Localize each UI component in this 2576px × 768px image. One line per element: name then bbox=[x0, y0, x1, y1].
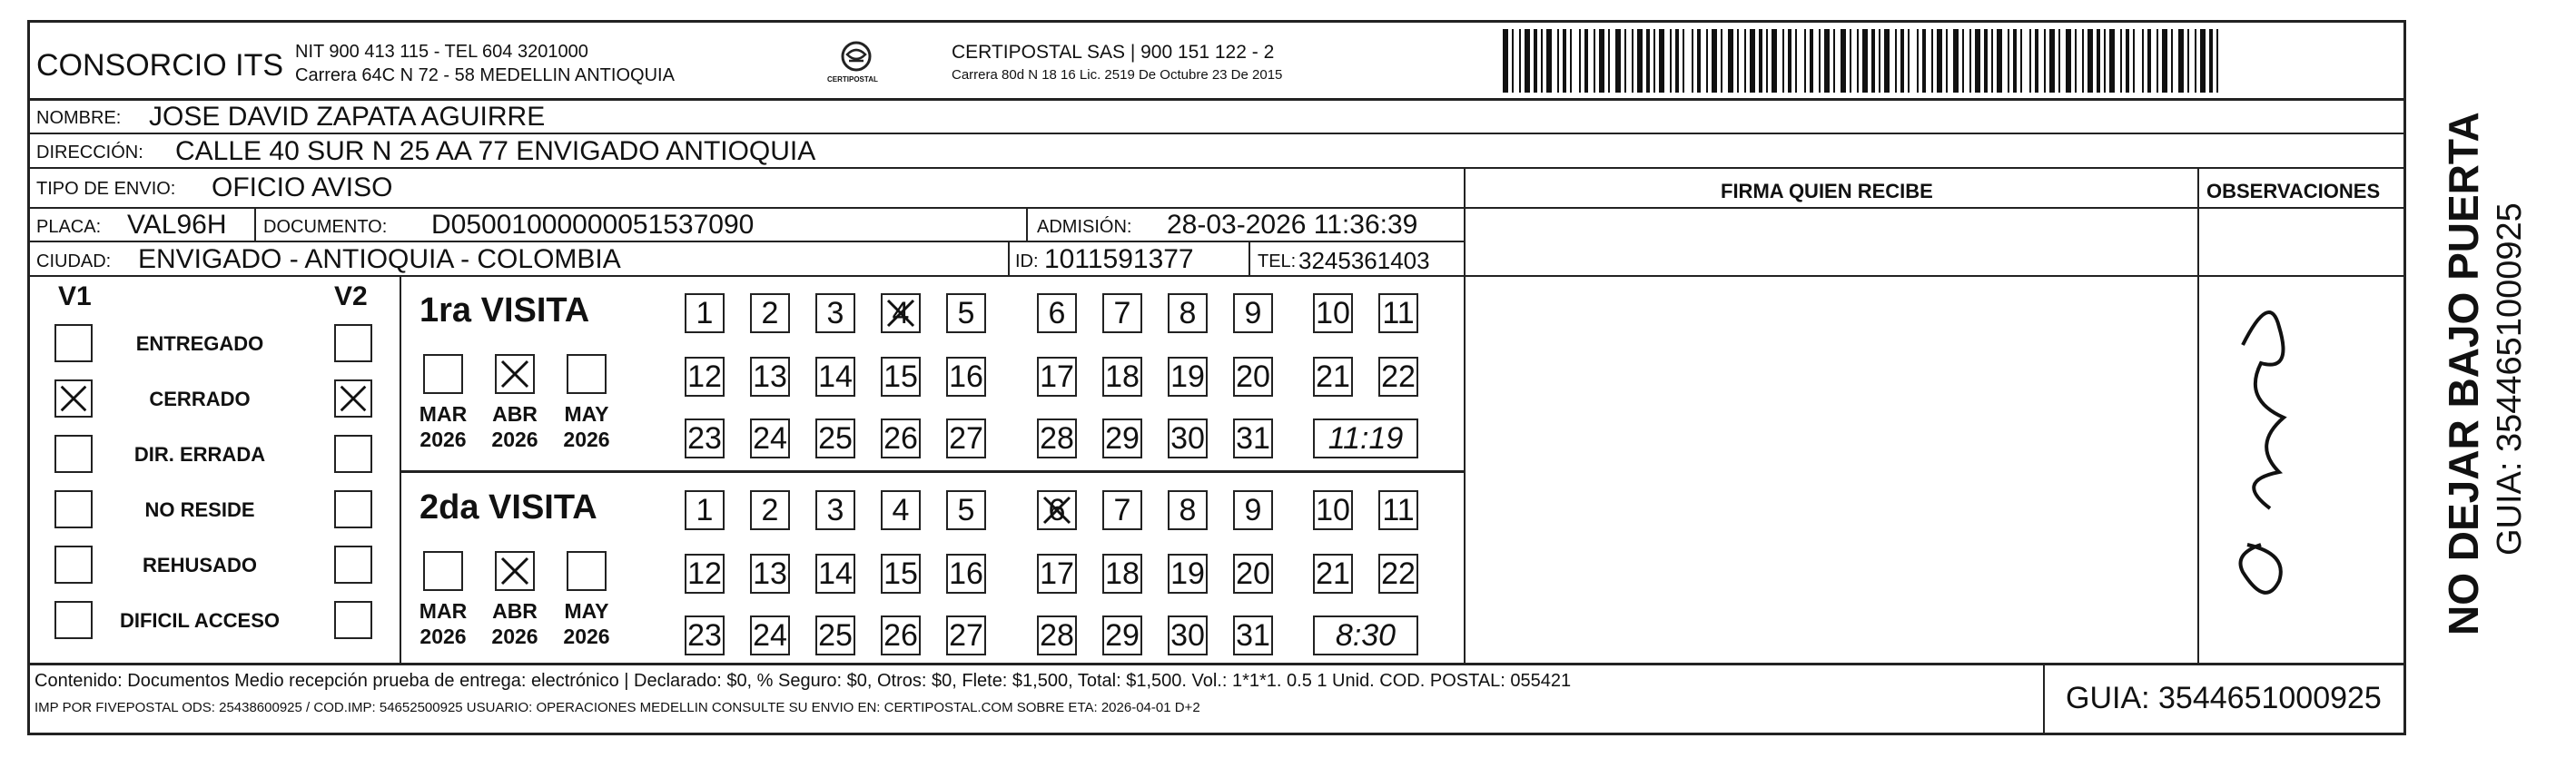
month-year: 2026 bbox=[419, 428, 467, 451]
barcode-bar bbox=[1646, 29, 1650, 93]
day-box: 28 bbox=[1037, 615, 1077, 655]
barcode-bar bbox=[1721, 29, 1722, 93]
barcode-bar bbox=[1766, 29, 1768, 93]
barcode-bar bbox=[1750, 29, 1755, 93]
day-box: 21 bbox=[1313, 554, 1353, 594]
status-label: DIFICIL ACCESO bbox=[119, 609, 280, 632]
status-label: NO RESIDE bbox=[144, 498, 255, 521]
barcode-bar bbox=[2109, 29, 2115, 93]
status-label: ENTREGADO bbox=[135, 332, 264, 355]
observaciones-header: OBSERVACIONES bbox=[2206, 180, 2381, 202]
barcode-bar bbox=[1503, 29, 1508, 93]
barcode-bar bbox=[1615, 29, 1621, 93]
barcode-bar bbox=[1737, 29, 1739, 93]
day-box: 14 bbox=[815, 357, 855, 397]
barcode-bar bbox=[1900, 29, 1904, 93]
status-v2-checkbox bbox=[334, 546, 372, 584]
day-box: 11 bbox=[1378, 490, 1418, 530]
barcode-bar bbox=[1946, 29, 1948, 93]
barcode-bar bbox=[1512, 29, 1514, 93]
barcode-bar bbox=[2133, 29, 2135, 93]
day-box: 24 bbox=[750, 615, 790, 655]
company-address: Carrera 64C N 72 - 58 MEDELLIN ANTIOQUIA bbox=[295, 65, 675, 85]
day-box: 13 bbox=[750, 357, 790, 397]
day-box: 1 bbox=[685, 490, 725, 530]
barcode-bar bbox=[1975, 29, 1980, 93]
month-label: ABR bbox=[492, 599, 538, 623]
barcode-bar bbox=[2157, 29, 2158, 93]
day-box: 4 bbox=[881, 490, 921, 530]
month-checkbox bbox=[495, 354, 535, 394]
direccion-label: DIRECCIÓN: bbox=[36, 143, 143, 162]
barcode-bar bbox=[1810, 29, 1813, 93]
day-box: 2 bbox=[750, 293, 790, 333]
barcode-bar bbox=[1525, 29, 1530, 93]
nombre-value: JOSE DAVID ZAPATA AGUIRRE bbox=[149, 102, 546, 132]
barcode-bar bbox=[1546, 29, 1552, 93]
tel-label: TEL: bbox=[1258, 251, 1297, 271]
admision-value: 28-03-2026 11:36:39 bbox=[1167, 210, 1418, 240]
month-checkbox bbox=[567, 551, 607, 591]
v1-header: V1 bbox=[58, 281, 92, 311]
barcode-bar bbox=[2013, 29, 2017, 93]
barcode-bar bbox=[1857, 29, 1859, 93]
side-guia: GUIA: 3544651000925 bbox=[2491, 202, 2529, 556]
month-label: MAR bbox=[419, 599, 468, 623]
barcode-bar bbox=[1570, 29, 1572, 93]
day-box: 21 bbox=[1313, 357, 1353, 397]
placa-label: PLACA: bbox=[36, 217, 102, 237]
barcode-bar bbox=[1804, 29, 1806, 93]
day-box: 29 bbox=[1102, 418, 1142, 458]
tipo-envio-value: OFICIO AVISO bbox=[212, 172, 393, 202]
day-box: 9 bbox=[1233, 293, 1273, 333]
footer-contenido: Contenido: Documentos Medio recepción prueba de entrega: electrónico | Declarado: $0, % Seguro: $0, Otros: $0, Flete: $1,500, Total: $1,500. Vol.: 1*1*1. 0.5 1 Unid. COD. POSTAL: 055421 bbox=[35, 671, 1572, 691]
day-box: 27 bbox=[946, 418, 986, 458]
day-box: 6 bbox=[1037, 293, 1077, 333]
barcode-bar bbox=[1862, 29, 1868, 93]
barcode-bar bbox=[1908, 29, 1910, 93]
barcode-bar bbox=[1884, 29, 1890, 93]
barcode-bar bbox=[1850, 29, 1851, 93]
day-box: 25 bbox=[815, 418, 855, 458]
barcode-bar bbox=[1917, 29, 1919, 93]
barcode-bar bbox=[2066, 29, 2071, 93]
status-label: REHUSADO bbox=[143, 554, 257, 576]
barcode-bar bbox=[1931, 29, 1933, 93]
barcode-bar bbox=[1534, 29, 1537, 93]
day-box: 8 bbox=[1168, 293, 1208, 333]
barcode-bar bbox=[1683, 29, 1684, 93]
day-box: 12 bbox=[685, 357, 725, 397]
month-label: ABR bbox=[492, 402, 538, 426]
barcode-bar bbox=[2008, 29, 2009, 93]
day-box: 13 bbox=[750, 554, 790, 594]
day-box: 5 bbox=[946, 293, 986, 333]
barcode-bar bbox=[1841, 29, 1846, 93]
barcode-bar bbox=[1997, 29, 2002, 93]
month-year: 2026 bbox=[563, 625, 610, 648]
barcode-bar bbox=[1712, 29, 1717, 93]
day-box: 16 bbox=[946, 357, 986, 397]
certipostal-line: CERTIPOSTAL SAS | 900 151 122 - 2 bbox=[952, 42, 1275, 63]
barcode-bar bbox=[2178, 29, 2184, 93]
barcode-bar bbox=[1599, 29, 1604, 93]
barcode-bar bbox=[2087, 29, 2093, 93]
v2-header: V2 bbox=[334, 281, 368, 311]
id-label: ID: bbox=[1015, 251, 1039, 271]
status-v2-checkbox bbox=[334, 490, 372, 528]
id-value: 1011591377 bbox=[1044, 244, 1194, 274]
day-box: 20 bbox=[1233, 554, 1273, 594]
day-box: 23 bbox=[685, 418, 725, 458]
day-box: 3 bbox=[815, 490, 855, 530]
day-box: 3 bbox=[815, 293, 855, 333]
barcode-bar bbox=[2216, 29, 2218, 93]
day-box: 17 bbox=[1037, 554, 1077, 594]
barcode-bar bbox=[1788, 29, 1791, 93]
signature-scribble bbox=[2206, 272, 2324, 635]
barcode-bar bbox=[1819, 29, 1821, 93]
tel-value: 3245361403 bbox=[1298, 247, 1430, 274]
documento-label: DOCUMENTO: bbox=[263, 217, 388, 237]
status-v2-checkbox bbox=[334, 601, 372, 639]
barcode-bar bbox=[2049, 29, 2055, 93]
day-box: 7 bbox=[1102, 293, 1142, 333]
barcode-bar bbox=[1692, 29, 1693, 93]
barcode-bar bbox=[2082, 29, 2084, 93]
placa-value: VAL96H bbox=[127, 210, 227, 240]
month-label: MAR bbox=[419, 402, 468, 426]
barcode-bar bbox=[1772, 29, 1777, 93]
day-box: 22 bbox=[1378, 357, 1418, 397]
admision-label: ADMISIÓN: bbox=[1037, 217, 1132, 237]
barcode-bar bbox=[1969, 29, 1971, 93]
day-box: 6 bbox=[1037, 490, 1077, 530]
day-box: 27 bbox=[946, 615, 986, 655]
barcode-bar bbox=[2044, 29, 2046, 93]
day-box: 14 bbox=[815, 554, 855, 594]
barcode-bar bbox=[2020, 29, 2022, 93]
barcode-bar bbox=[1594, 29, 1595, 93]
barcode-bar bbox=[1579, 29, 1581, 93]
barcode-bar bbox=[1728, 29, 1733, 93]
day-box: 17 bbox=[1037, 357, 1077, 397]
barcode-bar bbox=[2200, 29, 2206, 93]
barcode-bar bbox=[1759, 29, 1762, 93]
day-box: 18 bbox=[1102, 357, 1142, 397]
day-box: 26 bbox=[881, 418, 921, 458]
nombre-label: NOMBRE: bbox=[36, 108, 122, 128]
day-box: 20 bbox=[1233, 357, 1273, 397]
day-box: 28 bbox=[1037, 418, 1077, 458]
day-box: 19 bbox=[1168, 357, 1208, 397]
barcode-bar bbox=[2209, 29, 2213, 93]
day-box: 30 bbox=[1168, 418, 1208, 458]
ciudad-label: CIUDAD: bbox=[36, 251, 112, 271]
month-year: 2026 bbox=[491, 428, 538, 451]
visit-time-box: 11:19 bbox=[1313, 418, 1418, 458]
barcode-bar bbox=[1637, 29, 1643, 93]
day-box: 31 bbox=[1233, 418, 1273, 458]
day-box: 4 bbox=[881, 293, 921, 333]
month-year: 2026 bbox=[419, 625, 467, 648]
day-box: 1 bbox=[685, 293, 725, 333]
day-box: 10 bbox=[1313, 293, 1353, 333]
month-checkbox bbox=[423, 551, 463, 591]
day-box: 5 bbox=[946, 490, 986, 530]
barcode-bar bbox=[1584, 29, 1588, 93]
barcode-bar bbox=[1922, 29, 1926, 93]
barcode-bar bbox=[1541, 29, 1543, 93]
day-box: 9 bbox=[1233, 490, 1273, 530]
month-label: MAY bbox=[564, 599, 609, 623]
status-v2-checkbox bbox=[334, 379, 372, 418]
barcode-bar bbox=[1795, 29, 1797, 93]
footer-guia: GUIA: 3544651000925 bbox=[2066, 681, 2382, 715]
barcode-bar bbox=[1937, 29, 1942, 93]
barcode-bar bbox=[1953, 29, 1959, 93]
status-v2-checkbox bbox=[334, 324, 372, 362]
visit-title: 1ra VISITA bbox=[419, 291, 590, 330]
barcode-bar bbox=[1782, 29, 1784, 93]
day-box: 25 bbox=[815, 615, 855, 655]
barcode-bar bbox=[1744, 29, 1746, 93]
barcode-bar bbox=[1871, 29, 1875, 93]
documento-value: D05001000000051537090 bbox=[431, 210, 755, 240]
month-year: 2026 bbox=[563, 428, 610, 451]
company-name: CONSORCIO ITS bbox=[36, 48, 284, 83]
day-box: 30 bbox=[1168, 615, 1208, 655]
barcode-bar bbox=[2120, 29, 2122, 93]
status-v2-checkbox bbox=[334, 435, 372, 473]
barcode-bar bbox=[1670, 29, 1672, 93]
barcode-bar bbox=[1962, 29, 1964, 93]
barcode-bar bbox=[2035, 29, 2038, 93]
day-box: 16 bbox=[946, 554, 986, 594]
day-box: 11 bbox=[1378, 293, 1418, 333]
day-box: 29 bbox=[1102, 615, 1142, 655]
month-checkbox bbox=[567, 354, 607, 394]
month-year: 2026 bbox=[491, 625, 538, 648]
day-box: 22 bbox=[1378, 554, 1418, 594]
barcode-bar bbox=[1624, 29, 1626, 93]
visit-time-box: 8:30 bbox=[1313, 615, 1418, 655]
day-mark-icon bbox=[883, 295, 919, 331]
barcode-bar bbox=[1653, 29, 1655, 93]
barcode-bar bbox=[1991, 29, 1993, 93]
barcode-bar bbox=[2126, 29, 2129, 93]
barcode-bar bbox=[1824, 29, 1830, 93]
day-box: 26 bbox=[881, 615, 921, 655]
barcode-bar bbox=[2195, 29, 2196, 93]
barcode-bar bbox=[2104, 29, 2106, 93]
ciudad-value: ENVIGADO - ANTIOQUIA - COLOMBIA bbox=[138, 244, 621, 274]
day-box: 18 bbox=[1102, 554, 1142, 594]
day-box: 19 bbox=[1168, 554, 1208, 594]
barcode-bar bbox=[2058, 29, 2060, 93]
barcode-bar bbox=[1706, 29, 1708, 93]
nit-line: NIT 900 413 115 - TEL 604 3201000 bbox=[295, 42, 588, 62]
barcode-bar bbox=[2147, 29, 2151, 93]
day-box: 7 bbox=[1102, 490, 1142, 530]
day-box: 15 bbox=[881, 357, 921, 397]
barcode-bar bbox=[1879, 29, 1880, 93]
day-box: 12 bbox=[685, 554, 725, 594]
barcode-bar bbox=[1833, 29, 1835, 93]
day-box: 8 bbox=[1168, 490, 1208, 530]
day-box: 31 bbox=[1233, 615, 1273, 655]
day-box: 15 bbox=[881, 554, 921, 594]
barcode-bar bbox=[2142, 29, 2144, 93]
barcode-bar bbox=[2029, 29, 2031, 93]
barcode-bar bbox=[2187, 29, 2189, 93]
day-box: 2 bbox=[750, 490, 790, 530]
day-mark-icon bbox=[1039, 492, 1075, 528]
direccion-value: CALLE 40 SUR N 25 AA 77 ENVIGADO ANTIOQUIA bbox=[175, 136, 816, 166]
barcode-bar bbox=[1632, 29, 1633, 93]
barcode bbox=[1503, 29, 2225, 93]
month-checkbox bbox=[495, 551, 535, 591]
barcode-bar bbox=[1984, 29, 1988, 93]
barcode-bar bbox=[1608, 29, 1610, 93]
firma-header: FIRMA QUIEN RECIBE bbox=[1721, 180, 1933, 202]
barcode-bar bbox=[2075, 29, 2077, 93]
barcode-bar bbox=[2162, 29, 2167, 93]
logo-caption: CERTIPOSTAL bbox=[827, 75, 878, 84]
barcode-bar bbox=[1557, 29, 1559, 93]
tipo-envio-label: TIPO DE ENVIO: bbox=[36, 179, 176, 199]
month-label: MAY bbox=[564, 402, 609, 426]
footer-imp: IMP POR FIVEPOSTAL ODS: 25438600925 / COD.IMP: 54652500925 USUARIO: OPERACIONES MEDELLIN CONSULTE SU ENVIO EN: CERTIPOSTAL.COM SOBRE ETA: 2026-04-01 D+2 bbox=[35, 700, 1200, 715]
certipostal-address: Carrera 80d N 18 16 Lic. 2519 De Octubre 23 De 2015 bbox=[952, 67, 1283, 83]
barcode-bar bbox=[2171, 29, 2173, 93]
side-title: NO DEJAR BAJO PUERTA bbox=[2440, 112, 2487, 635]
barcode-bar bbox=[1563, 29, 1566, 93]
barcode-bar bbox=[1519, 29, 1521, 93]
day-box: 24 bbox=[750, 418, 790, 458]
barcode-bar bbox=[1675, 29, 1679, 93]
day-box: 10 bbox=[1313, 490, 1353, 530]
status-label: DIR. ERRADA bbox=[133, 443, 266, 466]
barcode-bar bbox=[1659, 29, 1664, 93]
status-label: CERRADO bbox=[149, 388, 251, 410]
visit-title: 2da VISITA bbox=[419, 488, 597, 527]
barcode-bar bbox=[1697, 29, 1701, 93]
day-box: 23 bbox=[685, 615, 725, 655]
barcode-bar bbox=[1895, 29, 1897, 93]
month-checkbox bbox=[423, 354, 463, 394]
barcode-bar bbox=[2097, 29, 2100, 93]
